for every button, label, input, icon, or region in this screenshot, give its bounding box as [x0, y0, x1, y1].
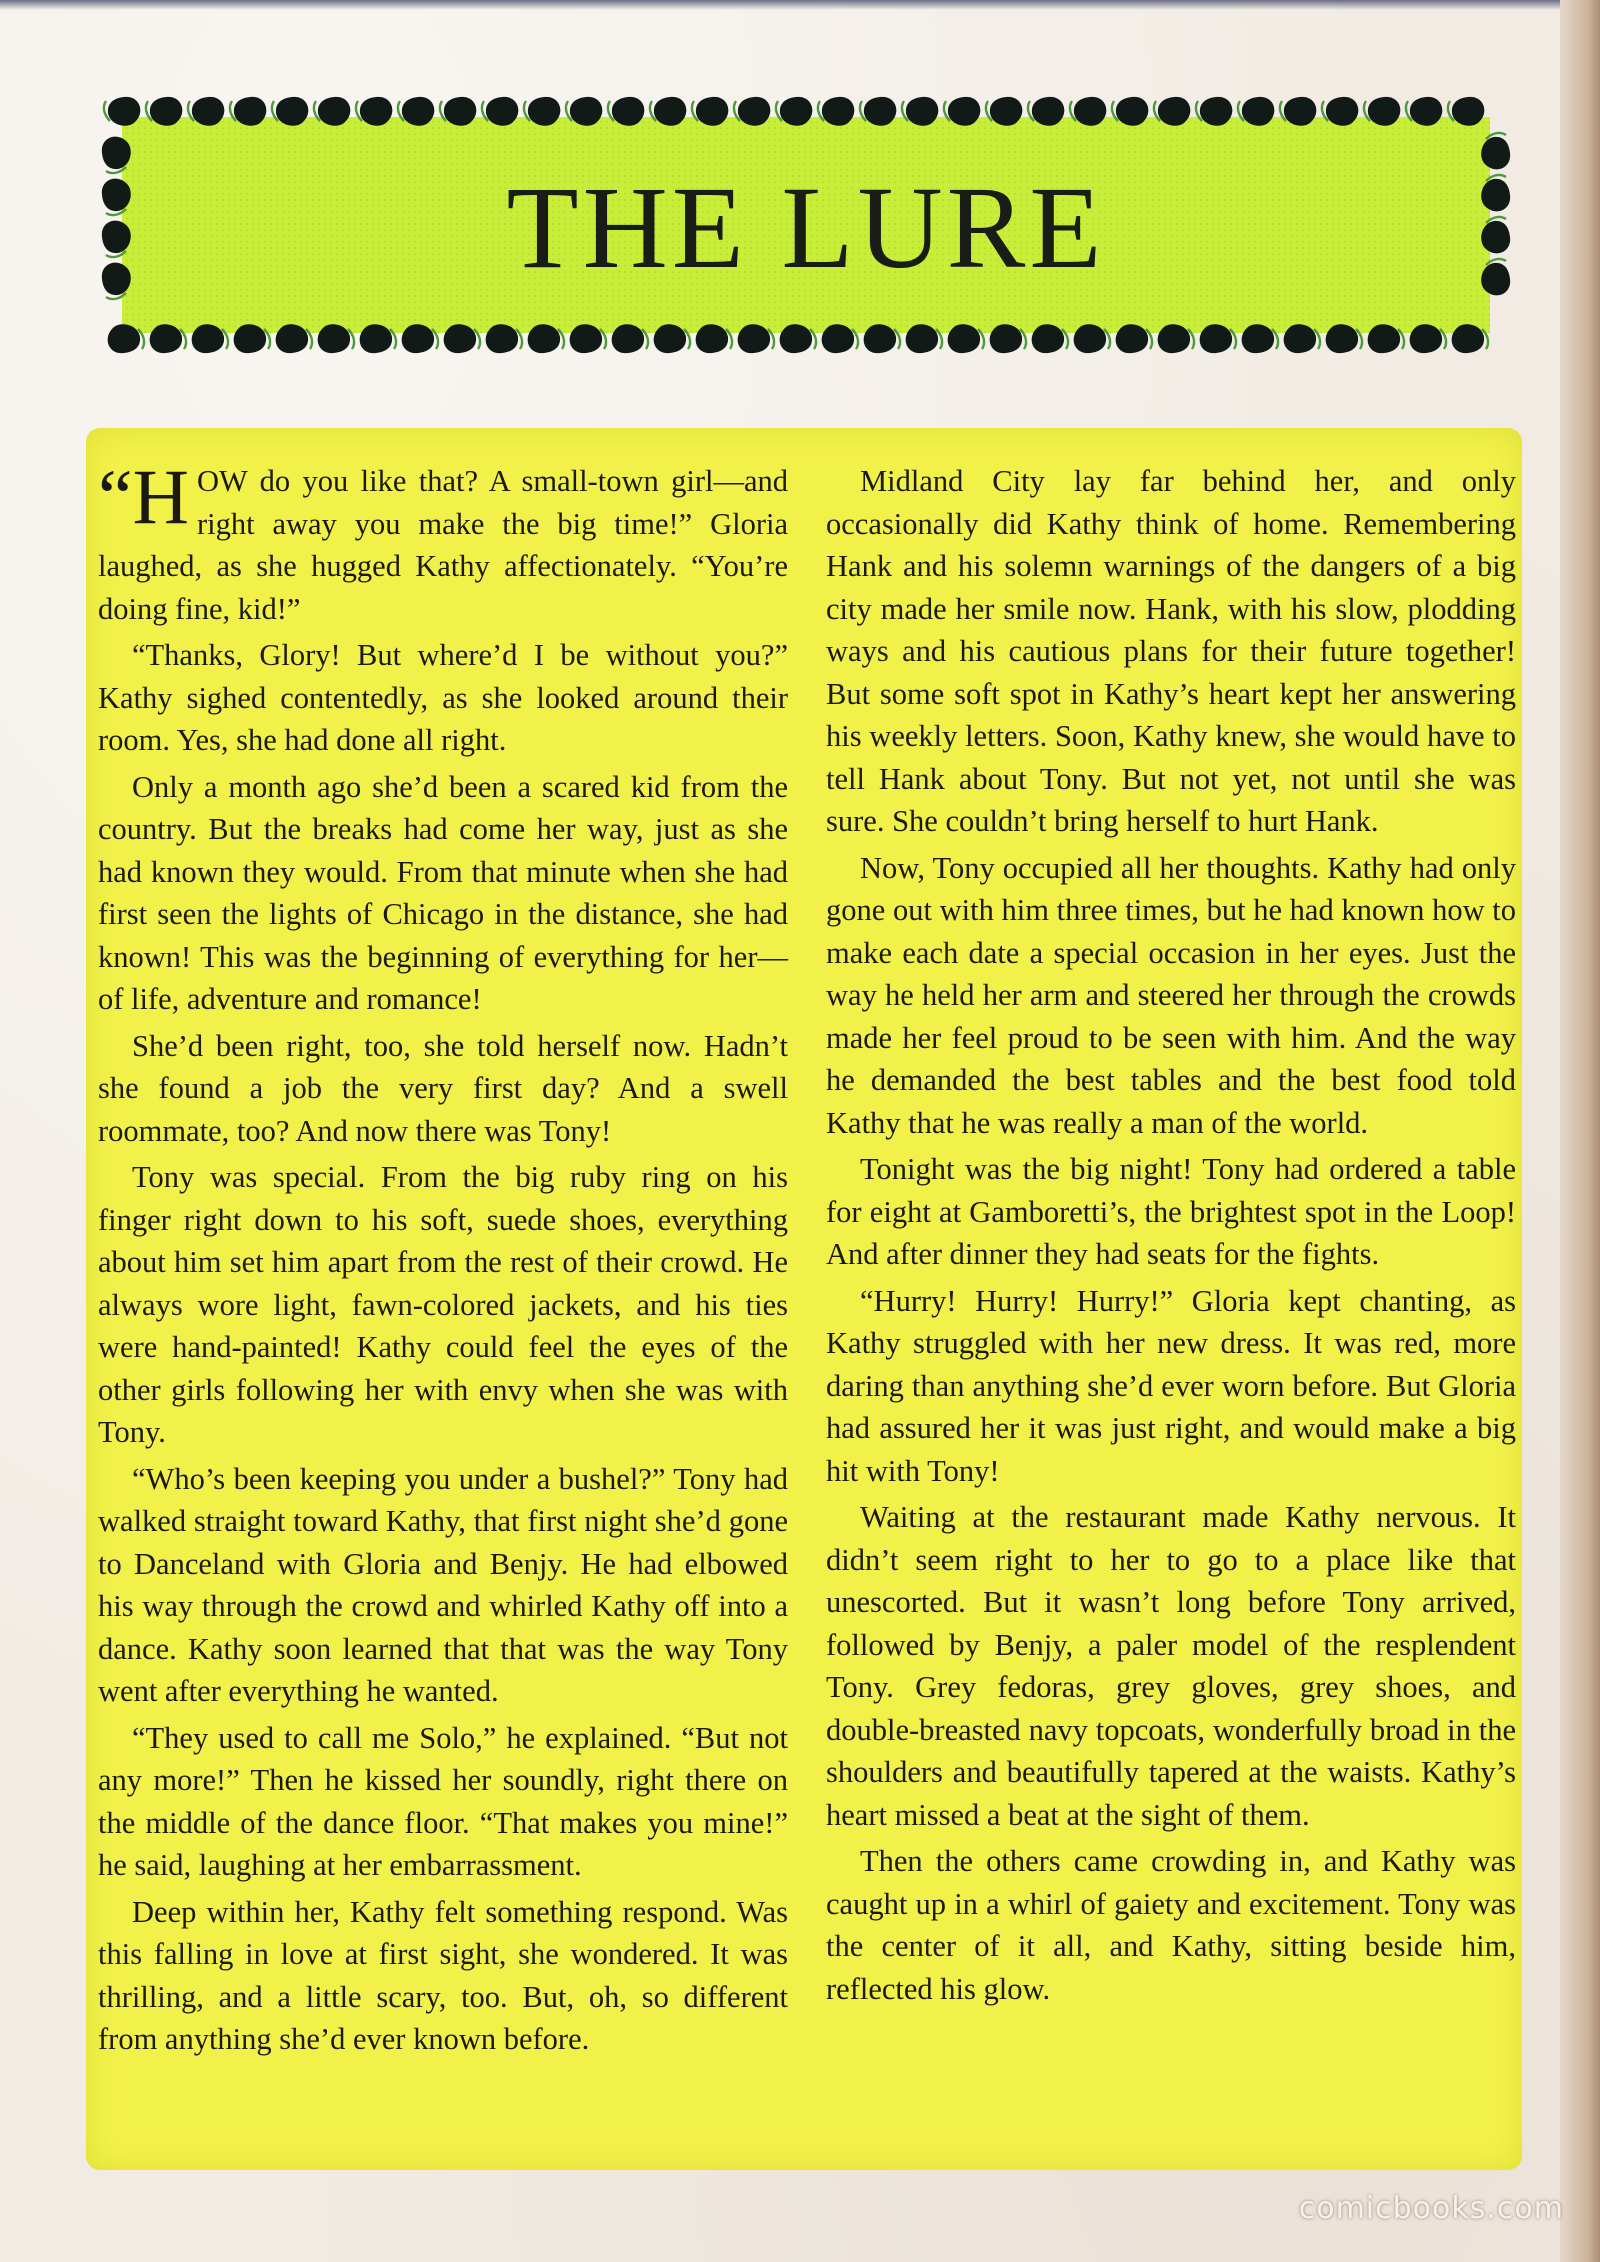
paragraph: Tonight was the big night! Tony had ordered a table for eight at Gamboretti’s, the brightest spot in the Loop! And after dinner they had seats for the fights.: [826, 1152, 1516, 1271]
paragraph: She’d been right, too, she told herself now. Hadn’t she found a job the very first day? And a swell roommate, too? And now there was Tony!: [98, 1028, 788, 1148]
paragraph: Now, Tony occupied all her thoughts. Kathy had only gone out with him three times, but he had known how to make each date a special occasion in her eyes. Just the way he held her arm and steered her through the crowds made her feel proud to be seen with him. And the way he demanded the best tables and the best food told Kathy that he was really a man of the world.: [826, 850, 1516, 1140]
drop-cap-quote: “: [98, 453, 133, 540]
paragraph: “Thanks, Glory! But where’d I be without you?” Kathy sighed contentedly, as she looked around their room. Yes, she had done all right.: [98, 638, 788, 757]
left-column: [98, 453, 788, 2065]
page-right-edge: [1560, 0, 1600, 2262]
drop-cap: [98, 453, 189, 540]
paragraph: “They used to call me Solo,” he explained. “But not any more!” Then he kissed her soundly, right there on the middle of the dance floor. “That makes you mine!” he said, laughing at her embarrassment.: [98, 1720, 788, 1882]
lead-paragraph: [98, 453, 788, 630]
page-title: THE LURE: [506, 162, 1106, 293]
paragraph: Then the others came crowding in, and Kathy was caught up in a whirl of gaiety and excitement. Tony was the center of it all, and Kathy, sitting beside him, reflected his glow.: [826, 1844, 1516, 2006]
drop-cap-letter: H: [132, 453, 189, 540]
paragraph: Deep within her, Kathy felt something respond. Was this falling in love at first sight, she wondered. It was thrilling, and a little scary, too. But, oh, so different from anything she’d ever known before.: [98, 1894, 788, 2056]
paragraph: Waiting at the restaurant made Kathy nervous. It didn’t seem right to her to go to a place like that unescorted. But it wasn’t long before Tony arrived, followed by Benjy, a paler model of the resplendent Tony. Grey fedoras, grey gloves, grey shoes, and double-breasted navy topcoats, wonderfully broad in the shoulders and beautifully tapered at the waists. Kathy’s heart missed a beat at the sight of them.: [826, 1500, 1516, 1832]
lead-text: OW do you like that? A small-town girl—and right away you make the big time!” Gloria laughed, as she hugged Kathy affectionately. “You’re doing fine, kid!”: [98, 464, 788, 626]
right-column: [826, 460, 1516, 2014]
watermark: comicbooks.com: [1298, 2191, 1564, 2226]
paragraph: Only a month ago she’d been a scared kid from the country. But the breaks had come her way, just as she had known they would. From that minute when she had first seen the lights of Chicago in the distance, she had known! This was the beginning of everything for her—of life, adventure and romance!: [98, 769, 788, 1016]
paragraph: “Hurry! Hurry! Hurry!” Gloria kept chanting, as Kathy struggled with her new dress. It was red, more daring than anything she’d ever worn before. But Gloria had assured her it was just right, and would make a big hit with Tony!: [826, 1283, 1516, 1488]
paragraph: Tony was special. From the big ruby ring on his finger right down to his soft, suede shoes, everything about him set him apart from the rest of their crowd. He always wore light, fawn-colored jackets, and his ties were hand-painted! Kathy could feel the eyes of the other girls following her with envy when she was with Tony.: [98, 1160, 788, 1449]
paragraph: “Who’s been keeping you under a bushel?” Tony had walked straight toward Kathy, that first night she’d gone to Danceland with Gloria and Benjy. He had elbowed his way through the crowd and whirled Kathy off into a dance. Kathy soon learned that that was the way Tony went after everything he wanted.: [98, 1461, 788, 1708]
page-top-edge: [0, 0, 1600, 10]
title-banner: [100, 95, 1512, 355]
paragraph: Midland City lay far behind her, and only occasionally did Kathy think of home. Remembering Hank and his solemn warnings of the dangers of a big city made her smile now. Hank, with his slow, plodding ways and his cautious plans for their future together! But some soft spot in Kathy’s heart kept her answering his weekly letters. Soon, Kathy knew, she would have to tell Hank about Tony. But not yet, not until she was sure. She couldn’t bring herself to hurt Hank.: [826, 464, 1516, 838]
